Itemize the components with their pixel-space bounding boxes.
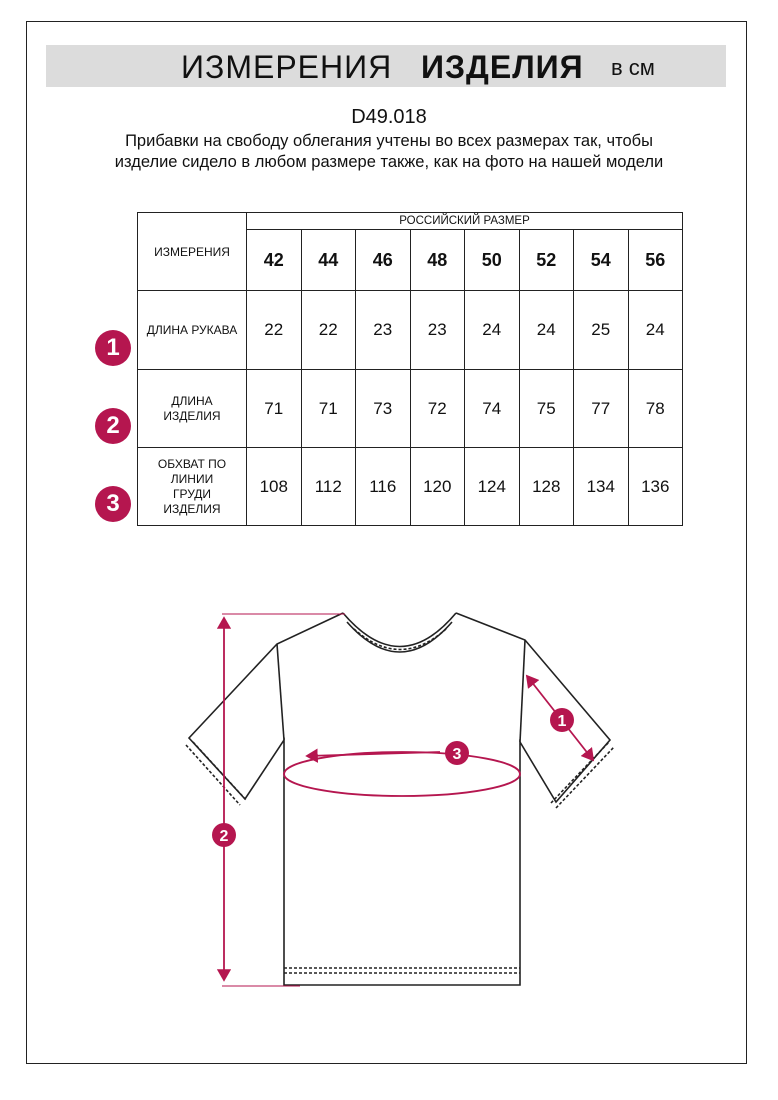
row-marker-2: 2 [95, 408, 131, 444]
table-row-length [138, 370, 683, 448]
value-cell: 24 [465, 291, 520, 370]
marker-2-label: 2 [219, 828, 229, 845]
value-cell: 71 [301, 370, 356, 448]
value-cell: 134 [574, 448, 629, 526]
value-cell: 108 [247, 448, 302, 526]
value-cell: 25 [574, 291, 629, 370]
value-cell: 116 [356, 448, 411, 526]
size-header: РОССИЙСКИЙ РАЗМЕР [247, 213, 683, 230]
size-table [137, 212, 683, 526]
title-banner [46, 45, 726, 87]
value-cell: 136 [628, 448, 683, 526]
tshirt-outline [186, 613, 614, 985]
value-cell: 23 [410, 291, 465, 370]
marker-3-label: 3 [452, 746, 462, 763]
measure-lines [219, 614, 593, 986]
row-marker-1: 1 [95, 330, 131, 366]
value-cell: 120 [410, 448, 465, 526]
size-cell: 48 [410, 230, 465, 291]
value-cell: 77 [574, 370, 629, 448]
value-cell: 24 [519, 291, 574, 370]
marker-1-label: 1 [557, 713, 567, 730]
table-row-sleeve [138, 291, 683, 370]
value-cell: 73 [356, 370, 411, 448]
table-header-row [138, 213, 683, 230]
size-cell: 42 [247, 230, 302, 291]
size-cell: 46 [356, 230, 411, 291]
value-cell: 23 [356, 291, 411, 370]
row-label: ОБХВАТ ПО ЛИНИИ ГРУДИ ИЗДЕЛИЯ [138, 448, 247, 526]
title-measurements: ИЗМЕРЕНИЯ [181, 49, 393, 85]
row-label: ДЛИНА ИЗДЕЛИЯ [138, 370, 247, 448]
fit-note: Прибавки на свободу облегания учтены во всех размерах так, чтобы изделие сидело в любом размере также, как на фото на нашей модели [114, 132, 664, 171]
value-cell: 75 [519, 370, 574, 448]
size-cell: 44 [301, 230, 356, 291]
value-cell: 22 [247, 291, 302, 370]
value-cell: 78 [628, 370, 683, 448]
title-unit: в см [611, 55, 655, 80]
value-cell: 22 [301, 291, 356, 370]
article-code: D49.018 [351, 106, 427, 128]
measure-header: ИЗМЕРЕНИЯ [138, 213, 247, 291]
value-cell: 72 [410, 370, 465, 448]
tshirt-diagram [0, 560, 778, 1000]
value-cell: 74 [465, 370, 520, 448]
size-cell: 54 [574, 230, 629, 291]
value-cell: 124 [465, 448, 520, 526]
value-cell: 112 [301, 448, 356, 526]
size-cell: 56 [628, 230, 683, 291]
size-cell: 52 [519, 230, 574, 291]
row-marker-3: 3 [95, 486, 131, 522]
value-cell: 128 [519, 448, 574, 526]
value-cell: 24 [628, 291, 683, 370]
size-cell: 50 [465, 230, 520, 291]
title-garment: ИЗДЕЛИЯ [421, 49, 584, 85]
row-label: ДЛИНА РУКАВА [138, 291, 247, 370]
table-row-chest [138, 448, 683, 526]
value-cell: 71 [247, 370, 302, 448]
